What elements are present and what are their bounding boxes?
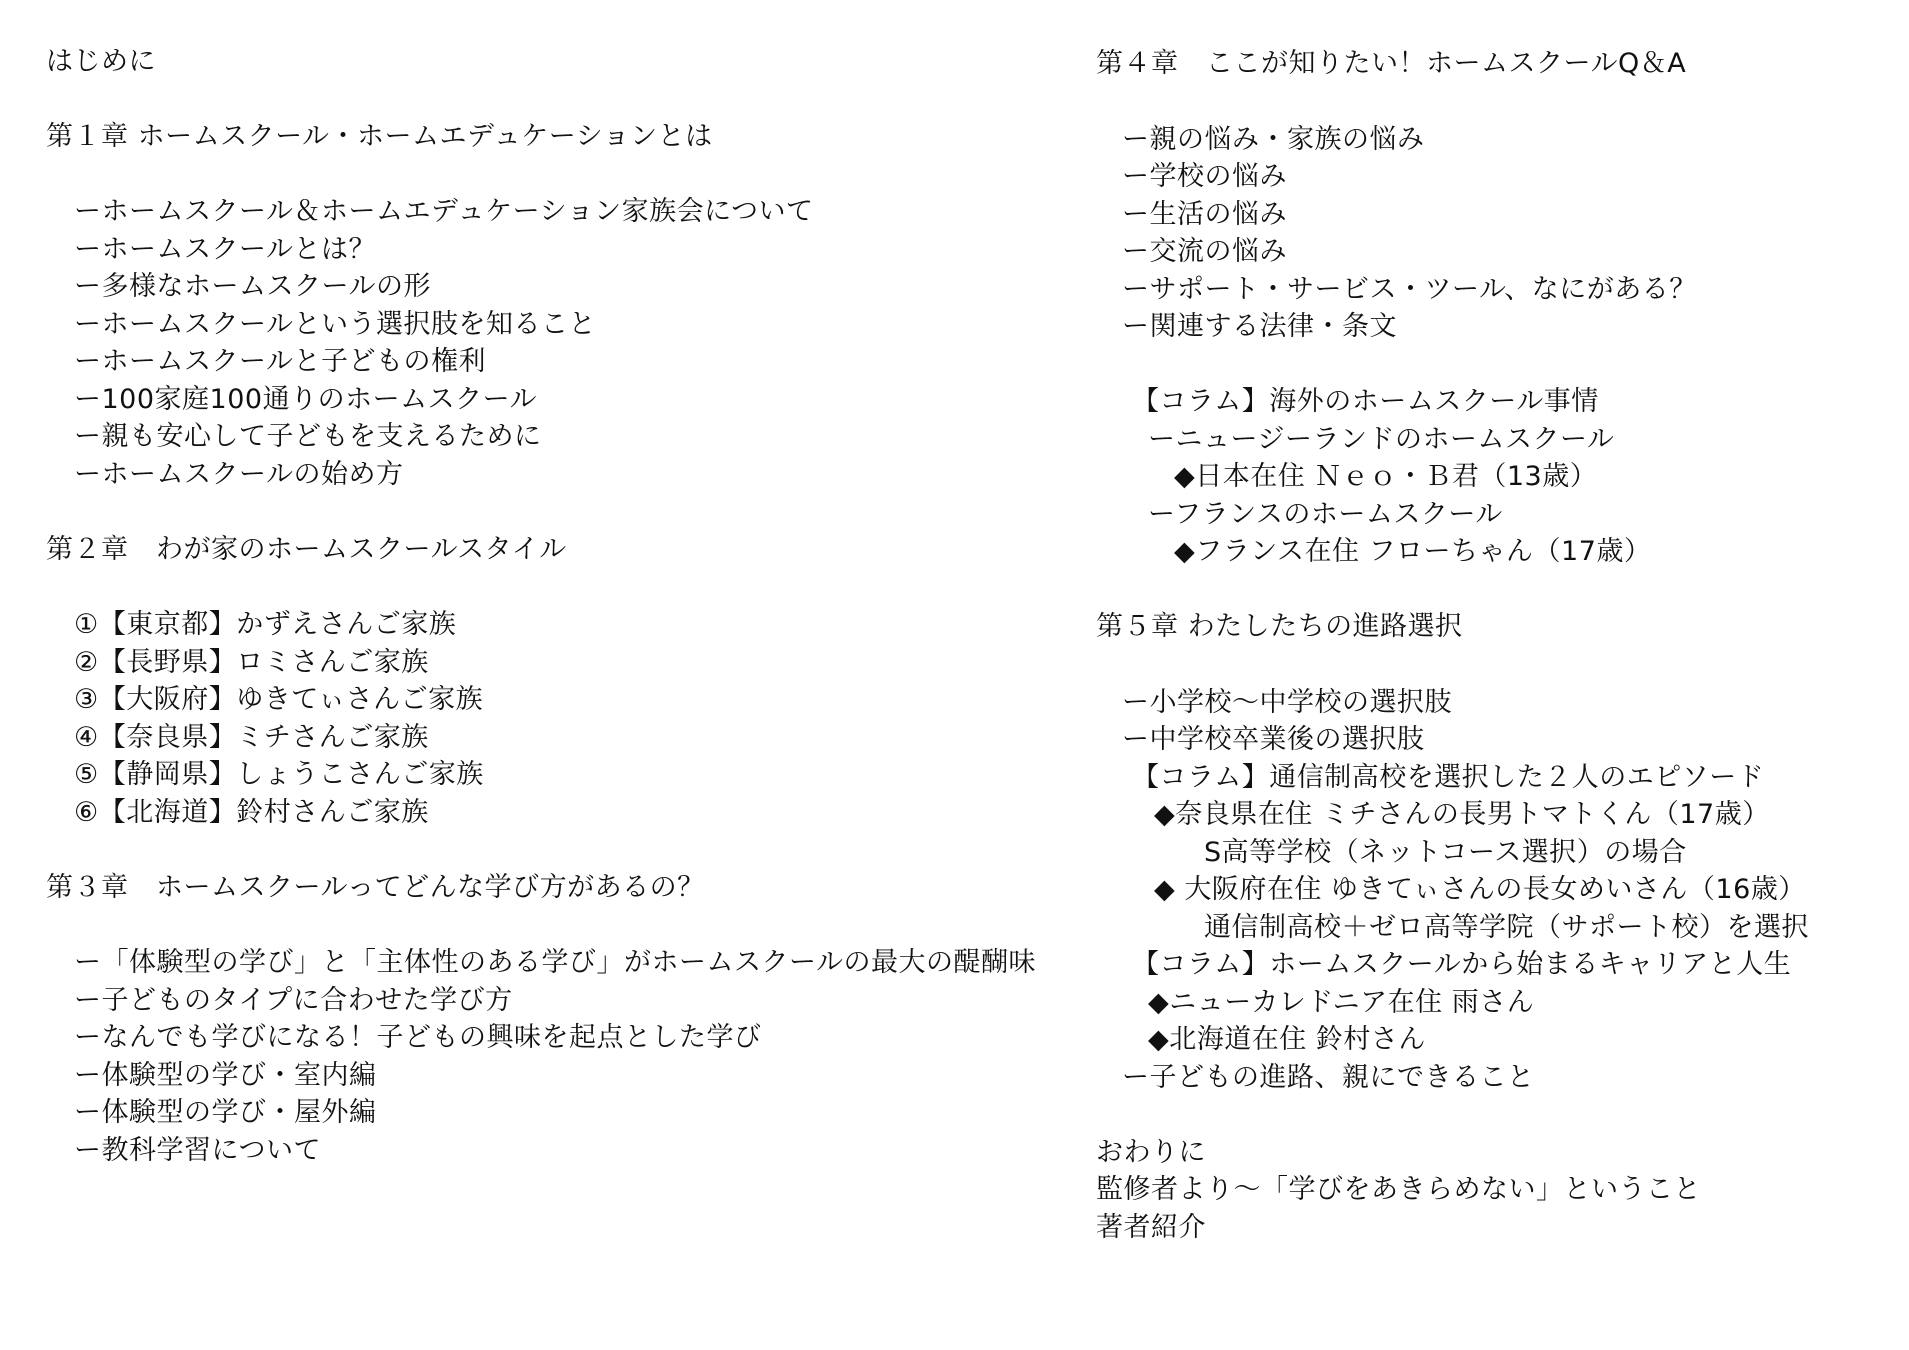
toc-entry: ⑥【北海道】鈴村さんご家族: [74, 797, 429, 828]
toc-entry: ⑤【静岡県】しょうこさんご家族: [74, 759, 484, 790]
toc-entry: ー100家庭100通りのホームスクール: [74, 384, 538, 415]
toc-entry: ー学校の悩み: [1122, 161, 1287, 192]
toc-heading: 第２章 わが家のホームスクールスタイル: [46, 534, 567, 565]
toc-heading: 第１章 ホームスクール・ホームエデュケーションとは: [46, 121, 713, 152]
toc-entry: ①【東京都】かずえさんご家族: [74, 609, 457, 640]
toc-entry: 通信制高校＋ゼロ高等学院（サポート校）を選択: [1204, 912, 1809, 943]
toc-entry: ーホームスクールという選択肢を知ること: [74, 309, 596, 340]
toc-entry: ー小学校〜中学校の選択肢: [1122, 687, 1452, 718]
toc-heading: 第４章 ここが知りたい！ホームスクールQ＆A: [1096, 48, 1687, 79]
toc-heading: 著者紹介: [1096, 1212, 1206, 1243]
toc-heading: 第３章 ホームスクールってどんな学び方があるの？: [46, 872, 705, 903]
toc-entry: ーホームスクール＆ホームエデュケーション家族会について: [74, 196, 814, 227]
toc-entry: ーホームスクールと子どもの権利: [74, 346, 486, 377]
toc-entry: ◆ニューカレドニア在住 雨さん: [1148, 987, 1535, 1018]
toc-entry: 【コラム】ホームスクールから始まるキャリアと人生: [1132, 949, 1792, 980]
toc-entry: ーホームスクールの始め方: [74, 459, 404, 490]
toc-entry: ◆北海道在住 鈴村さん: [1148, 1024, 1426, 1055]
toc-entry: ー「体験型の学び」と「主体性のある学び」がホームスクールの最大の醍醐味: [74, 947, 1036, 978]
toc-entry: ー子どものタイプに合わせた学び方: [74, 985, 513, 1016]
toc-entry: ー交流の悩み: [1122, 236, 1287, 267]
toc-entry: ーニュージーランドのホームスクール: [1148, 424, 1615, 455]
toc-entry: ◆奈良県在住 ミチさんの長男トマトくん（17歳）: [1154, 799, 1770, 830]
toc-heading: 第５章 わたしたちの進路選択: [1096, 611, 1463, 642]
toc-entry: 【コラム】海外のホームスクール事情: [1132, 386, 1599, 417]
toc-heading: おわりに: [1096, 1137, 1206, 1168]
toc-entry: S高等学校（ネットコース選択）の場合: [1204, 837, 1687, 868]
toc-entry: ②【長野県】ロミさんご家族: [74, 647, 429, 678]
toc-entry: ◆日本在住 Ｎｅｏ・Ｂ君（13歳）: [1174, 461, 1598, 492]
toc-entry: ③【大阪府】ゆきてぃさんご家族: [74, 684, 484, 715]
toc-entry: ーフランスのホームスクール: [1148, 499, 1503, 530]
toc-entry: ーなんでも学びになる！子どもの興味を起点とした学び: [74, 1022, 762, 1053]
toc-entry: ◆ 大阪府在住 ゆきてぃさんの長女めいさん（16歳）: [1154, 874, 1806, 905]
toc-entry: ーホームスクールとは？: [74, 234, 376, 265]
toc-heading: はじめに: [46, 46, 156, 77]
toc-entry: 【コラム】通信制高校を選択した２人のエピソード: [1132, 762, 1765, 793]
toc-entry: ー体験型の学び・屋外編: [74, 1097, 377, 1128]
toc-entry: ー多様なホームスクールの形: [74, 271, 431, 302]
toc-entry: ー中学校卒業後の選択肢: [1122, 724, 1425, 755]
toc-entry: ーサポート・サービス・ツール、なにがある？: [1122, 274, 1697, 305]
toc-entry: ー教科学習について: [74, 1135, 321, 1166]
toc-entry: ー関連する法律・条文: [1122, 311, 1397, 342]
toc-entry: ー体験型の学び・室内編: [74, 1060, 377, 1091]
toc-heading: 監修者より〜「学びをあきらめない」ということ: [1096, 1174, 1701, 1205]
toc-entry: ー親も安心して子どもを支えるために: [74, 421, 542, 452]
toc-entry: ◆フランス在住 フローちゃん（17歳）: [1174, 536, 1652, 567]
toc-entry: ー親の悩み・家族の悩み: [1122, 124, 1425, 155]
toc-entry: ー生活の悩み: [1122, 199, 1287, 230]
toc-entry: ー子どもの進路、親にできること: [1122, 1062, 1535, 1093]
toc-entry: ④【奈良県】ミチさんご家族: [74, 722, 429, 753]
